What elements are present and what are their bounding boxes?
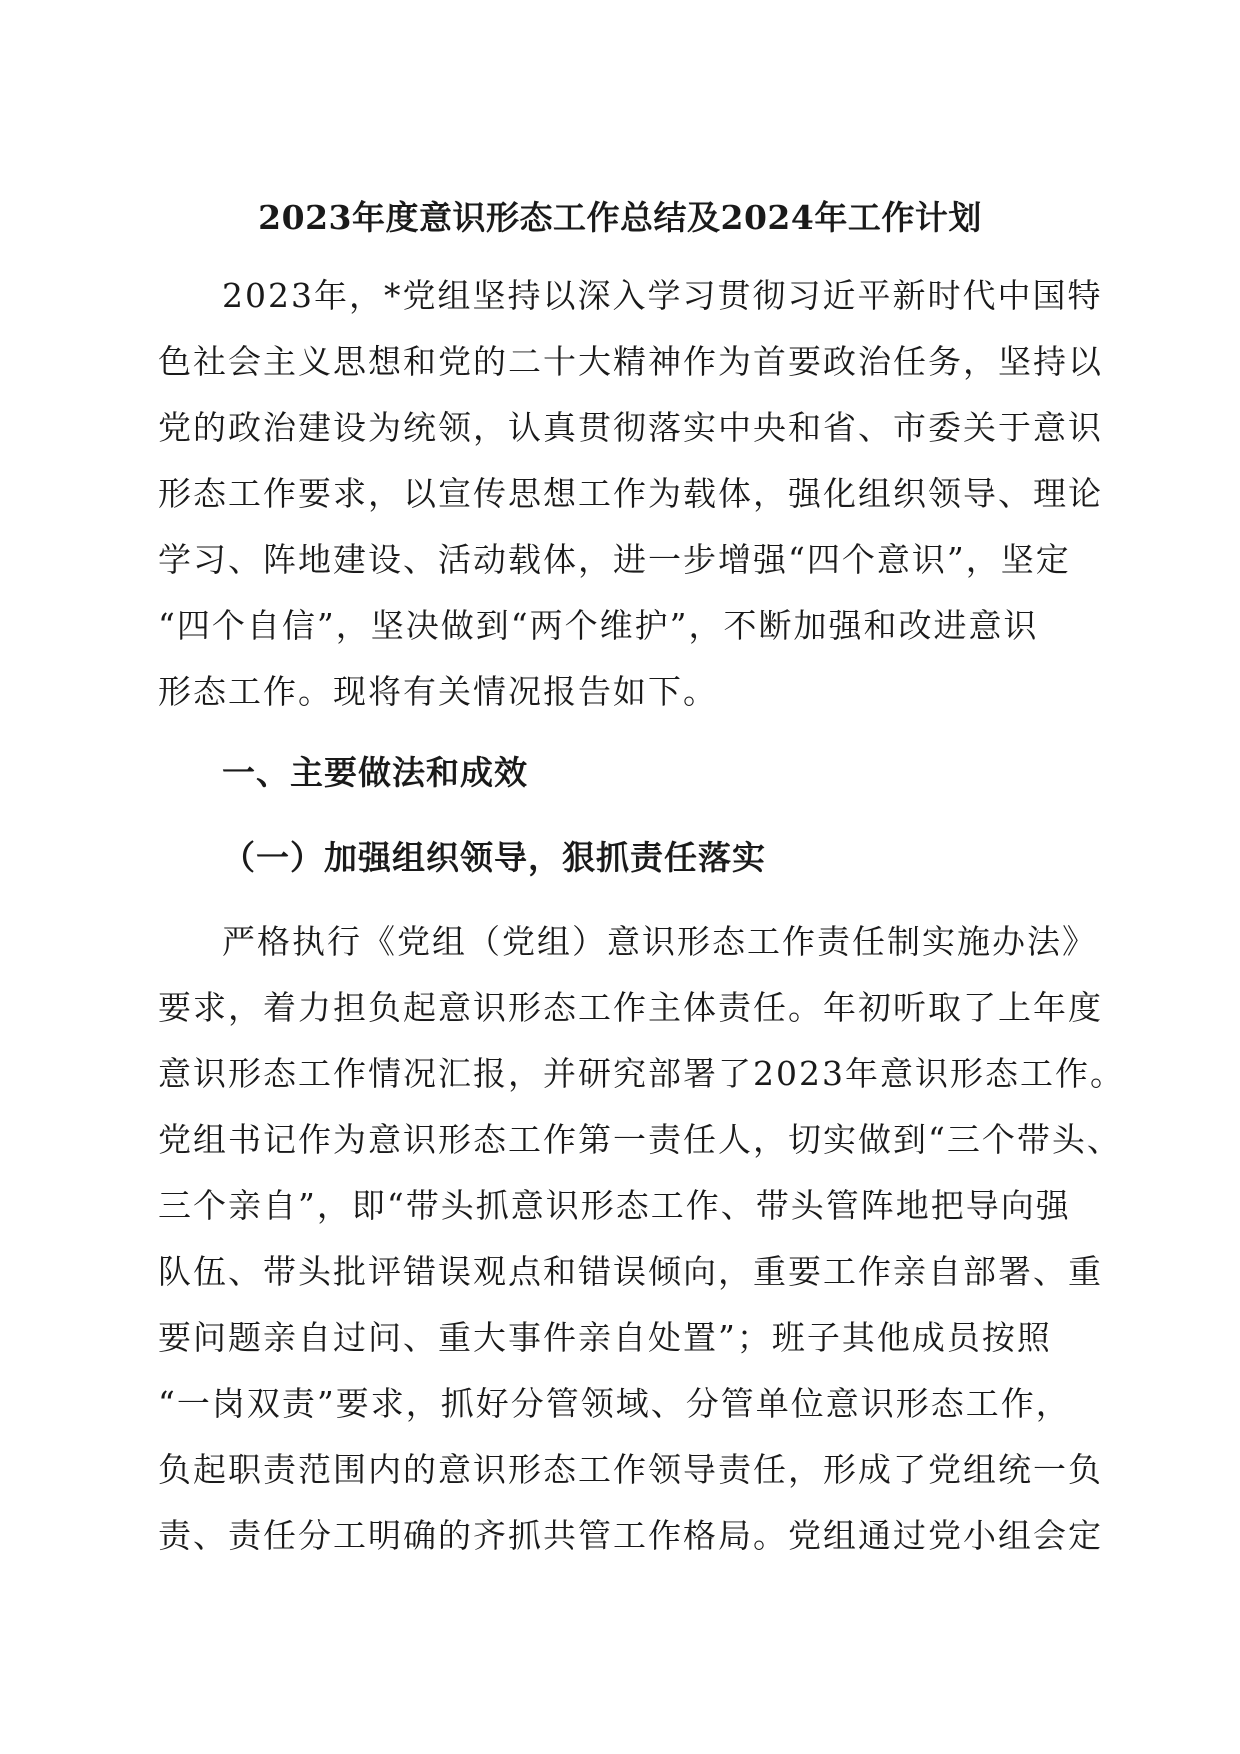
body-line-5: 三个亲自”，即“带头抓意识形态工作、带头管阵地把导向强	[158, 1186, 1071, 1225]
intro-line-6: “四个自信”，坚决做到“两个维护”，不断加强和改进意识	[158, 606, 1039, 645]
intro-line-2: 色社会主义思想和党的二十大精神作为首要政治任务，坚持以	[158, 342, 1103, 381]
body-line-6: 队伍、带头批评错误观点和错误倾向，重要工作亲自部署、重	[158, 1252, 1103, 1291]
body-line-7: 要问题亲自过问、重大事件亲自处置”；班子其他成员按照	[158, 1318, 1052, 1357]
body-line-10: 责、责任分工明确的齐抓共管工作格局。党组通过党小组会定	[158, 1516, 1103, 1555]
subsection-heading-1: （一）加强组织领导，狠抓责任落实	[222, 838, 766, 877]
body-line-3: 意识形态工作情况汇报，并研究部署了2023年意识形态工作。	[158, 1054, 1125, 1093]
intro-line-4: 形态工作要求，以宣传思想工作为载体，强化组织领导、理论	[158, 474, 1103, 513]
body-line-8: “一岗双责”要求，抓好分管领域、分管单位意识形态工作，	[158, 1384, 1071, 1423]
body-line-4: 党组书记作为意识形态工作第一责任人，切实做到“三个带头、	[158, 1120, 1122, 1159]
intro-line-1: 2023年，*党组坚持以深入学习贯彻习近平新时代中国特	[222, 276, 1103, 315]
body-line-2: 要求，着力担负起意识形态工作主体责任。年初听取了上年度	[158, 988, 1103, 1027]
body-line-1: 严格执行《党组（党组）意识形态工作责任制实施办法》	[222, 922, 1097, 961]
body-line-9: 负起职责范围内的意识形态工作领导责任，形成了党组统一负	[158, 1450, 1103, 1489]
document-title: 2023年度意识形态工作总结及2024年工作计划	[258, 198, 982, 237]
intro-line-5: 学习、阵地建设、活动载体，进一步增强“四个意识”，坚定	[158, 540, 1071, 579]
section-heading-1: 一、主要做法和成效	[222, 753, 528, 792]
intro-line-7: 形态工作。现将有关情况报告如下。	[158, 672, 718, 711]
intro-line-3: 党的政治建设为统领，认真贯彻落实中央和省、市委关于意识	[158, 408, 1103, 447]
